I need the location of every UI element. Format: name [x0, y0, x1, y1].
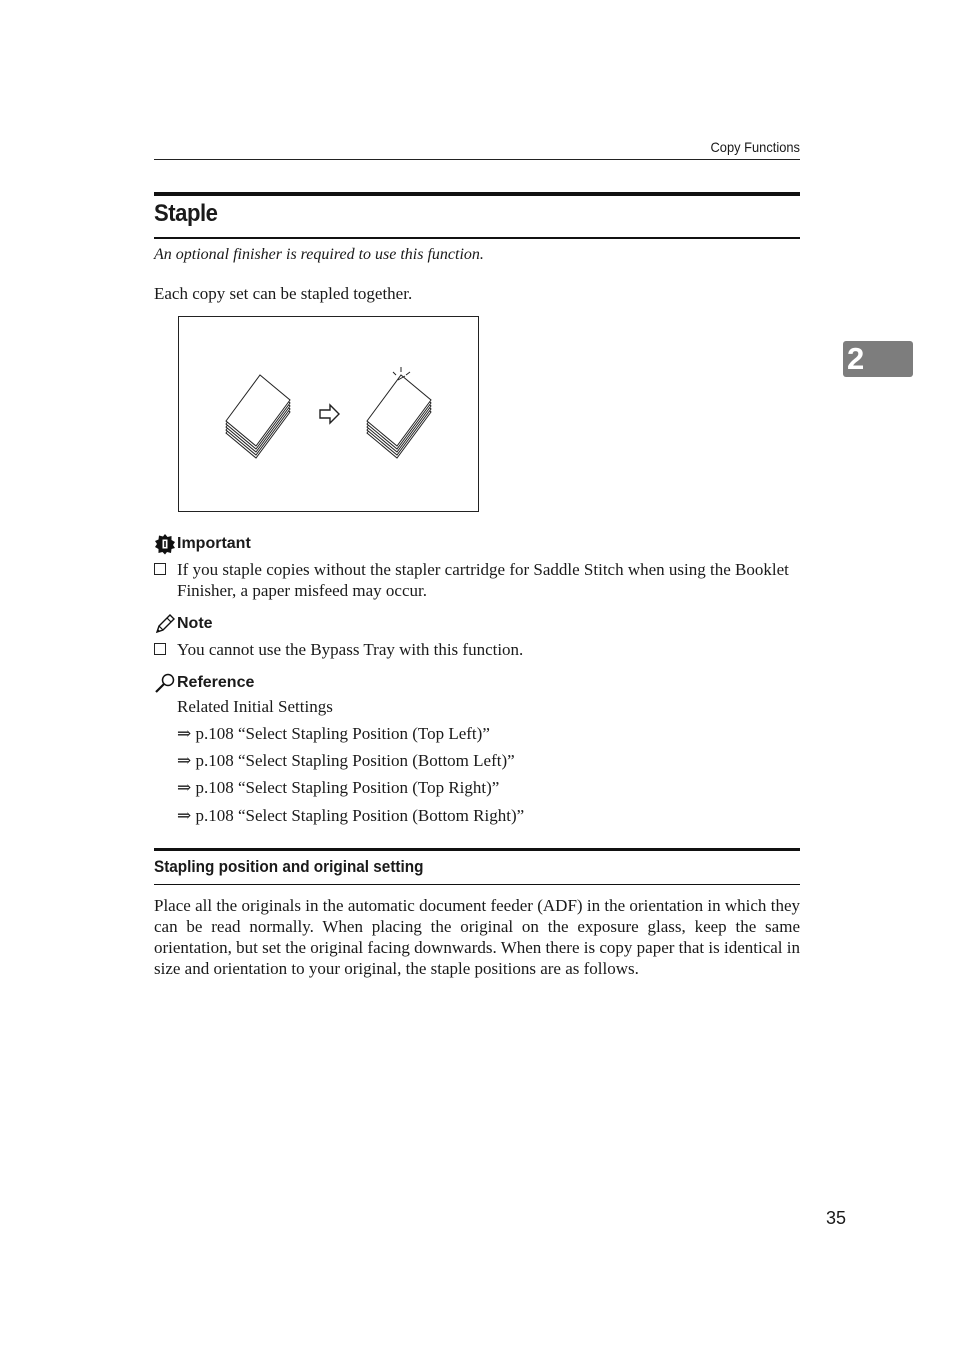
checkbox-bullet-icon — [154, 643, 166, 655]
reference-heading — [154, 672, 254, 694]
important-item — [154, 559, 814, 601]
note-item — [154, 639, 814, 660]
important-heading — [154, 533, 251, 555]
subsection-rule-bottom — [154, 884, 800, 885]
subsection-body: Place all the originals in the automatic document feeder (ADF) in the orientation in which they can be read normally. When placing the original on the exposure glass, keep the same orientation, but set the original facing downwards. When there is copy paper that is identical in size and orientation to your original, the staple positions are as follows. — [154, 896, 800, 978]
note-heading — [154, 613, 213, 635]
title-rule-bottom — [154, 237, 800, 239]
note-item-text: You cannot use the Bypass Tray with this function. — [177, 640, 524, 659]
arrow-right-icon — [320, 405, 339, 423]
important-item-text: If you staple copies without the stapler cartridge for Saddle Stitch when using the Booklet Finisher, a paper misfeed may occur. — [177, 560, 789, 600]
reference-intro: Related Initial Settings — [177, 697, 333, 716]
intro-text: Each copy set can be stapled together. — [154, 284, 413, 303]
reference-link-bottom-right[interactable]: ⇒ p.108 “Select Stapling Position (Bottom Right)” — [177, 806, 525, 825]
reference-link-top-right[interactable]: ⇒ p.108 “Select Stapling Position (Top Right)” — [177, 778, 500, 797]
title-rule-top — [154, 192, 800, 196]
note-label: Note — [177, 615, 213, 632]
prerequisite-note: An optional finisher is required to use this function. — [154, 246, 484, 263]
important-label: Important — [177, 535, 251, 552]
staple-illustration — [178, 316, 479, 512]
checkbox-bullet-icon — [154, 563, 166, 575]
header-rule — [154, 159, 800, 160]
magnifier-icon — [154, 672, 176, 694]
important-icon — [154, 533, 176, 555]
subsection-rule-top — [154, 848, 800, 851]
stapled-stack-icon — [367, 375, 431, 458]
page-title: Staple — [154, 200, 218, 227]
chapter-tab — [843, 341, 913, 377]
reference-link-top-left[interactable]: ⇒ p.108 “Select Stapling Position (Top Left)” — [177, 724, 490, 743]
chapter-number: 2 — [847, 341, 865, 376]
staple-illustration-svg — [179, 317, 478, 511]
unstapled-stack-icon — [226, 375, 290, 458]
page-number: 35 — [825, 1208, 846, 1228]
reference-label: Reference — [177, 674, 255, 691]
pencil-icon — [154, 613, 176, 635]
running-header: Copy Functions — [710, 139, 800, 155]
staple-mark-icon — [393, 367, 410, 380]
subsection-title: Stapling position and original setting — [154, 857, 424, 876]
reference-link-bottom-left[interactable]: ⇒ p.108 “Select Stapling Position (Bottom Left)” — [177, 751, 515, 770]
